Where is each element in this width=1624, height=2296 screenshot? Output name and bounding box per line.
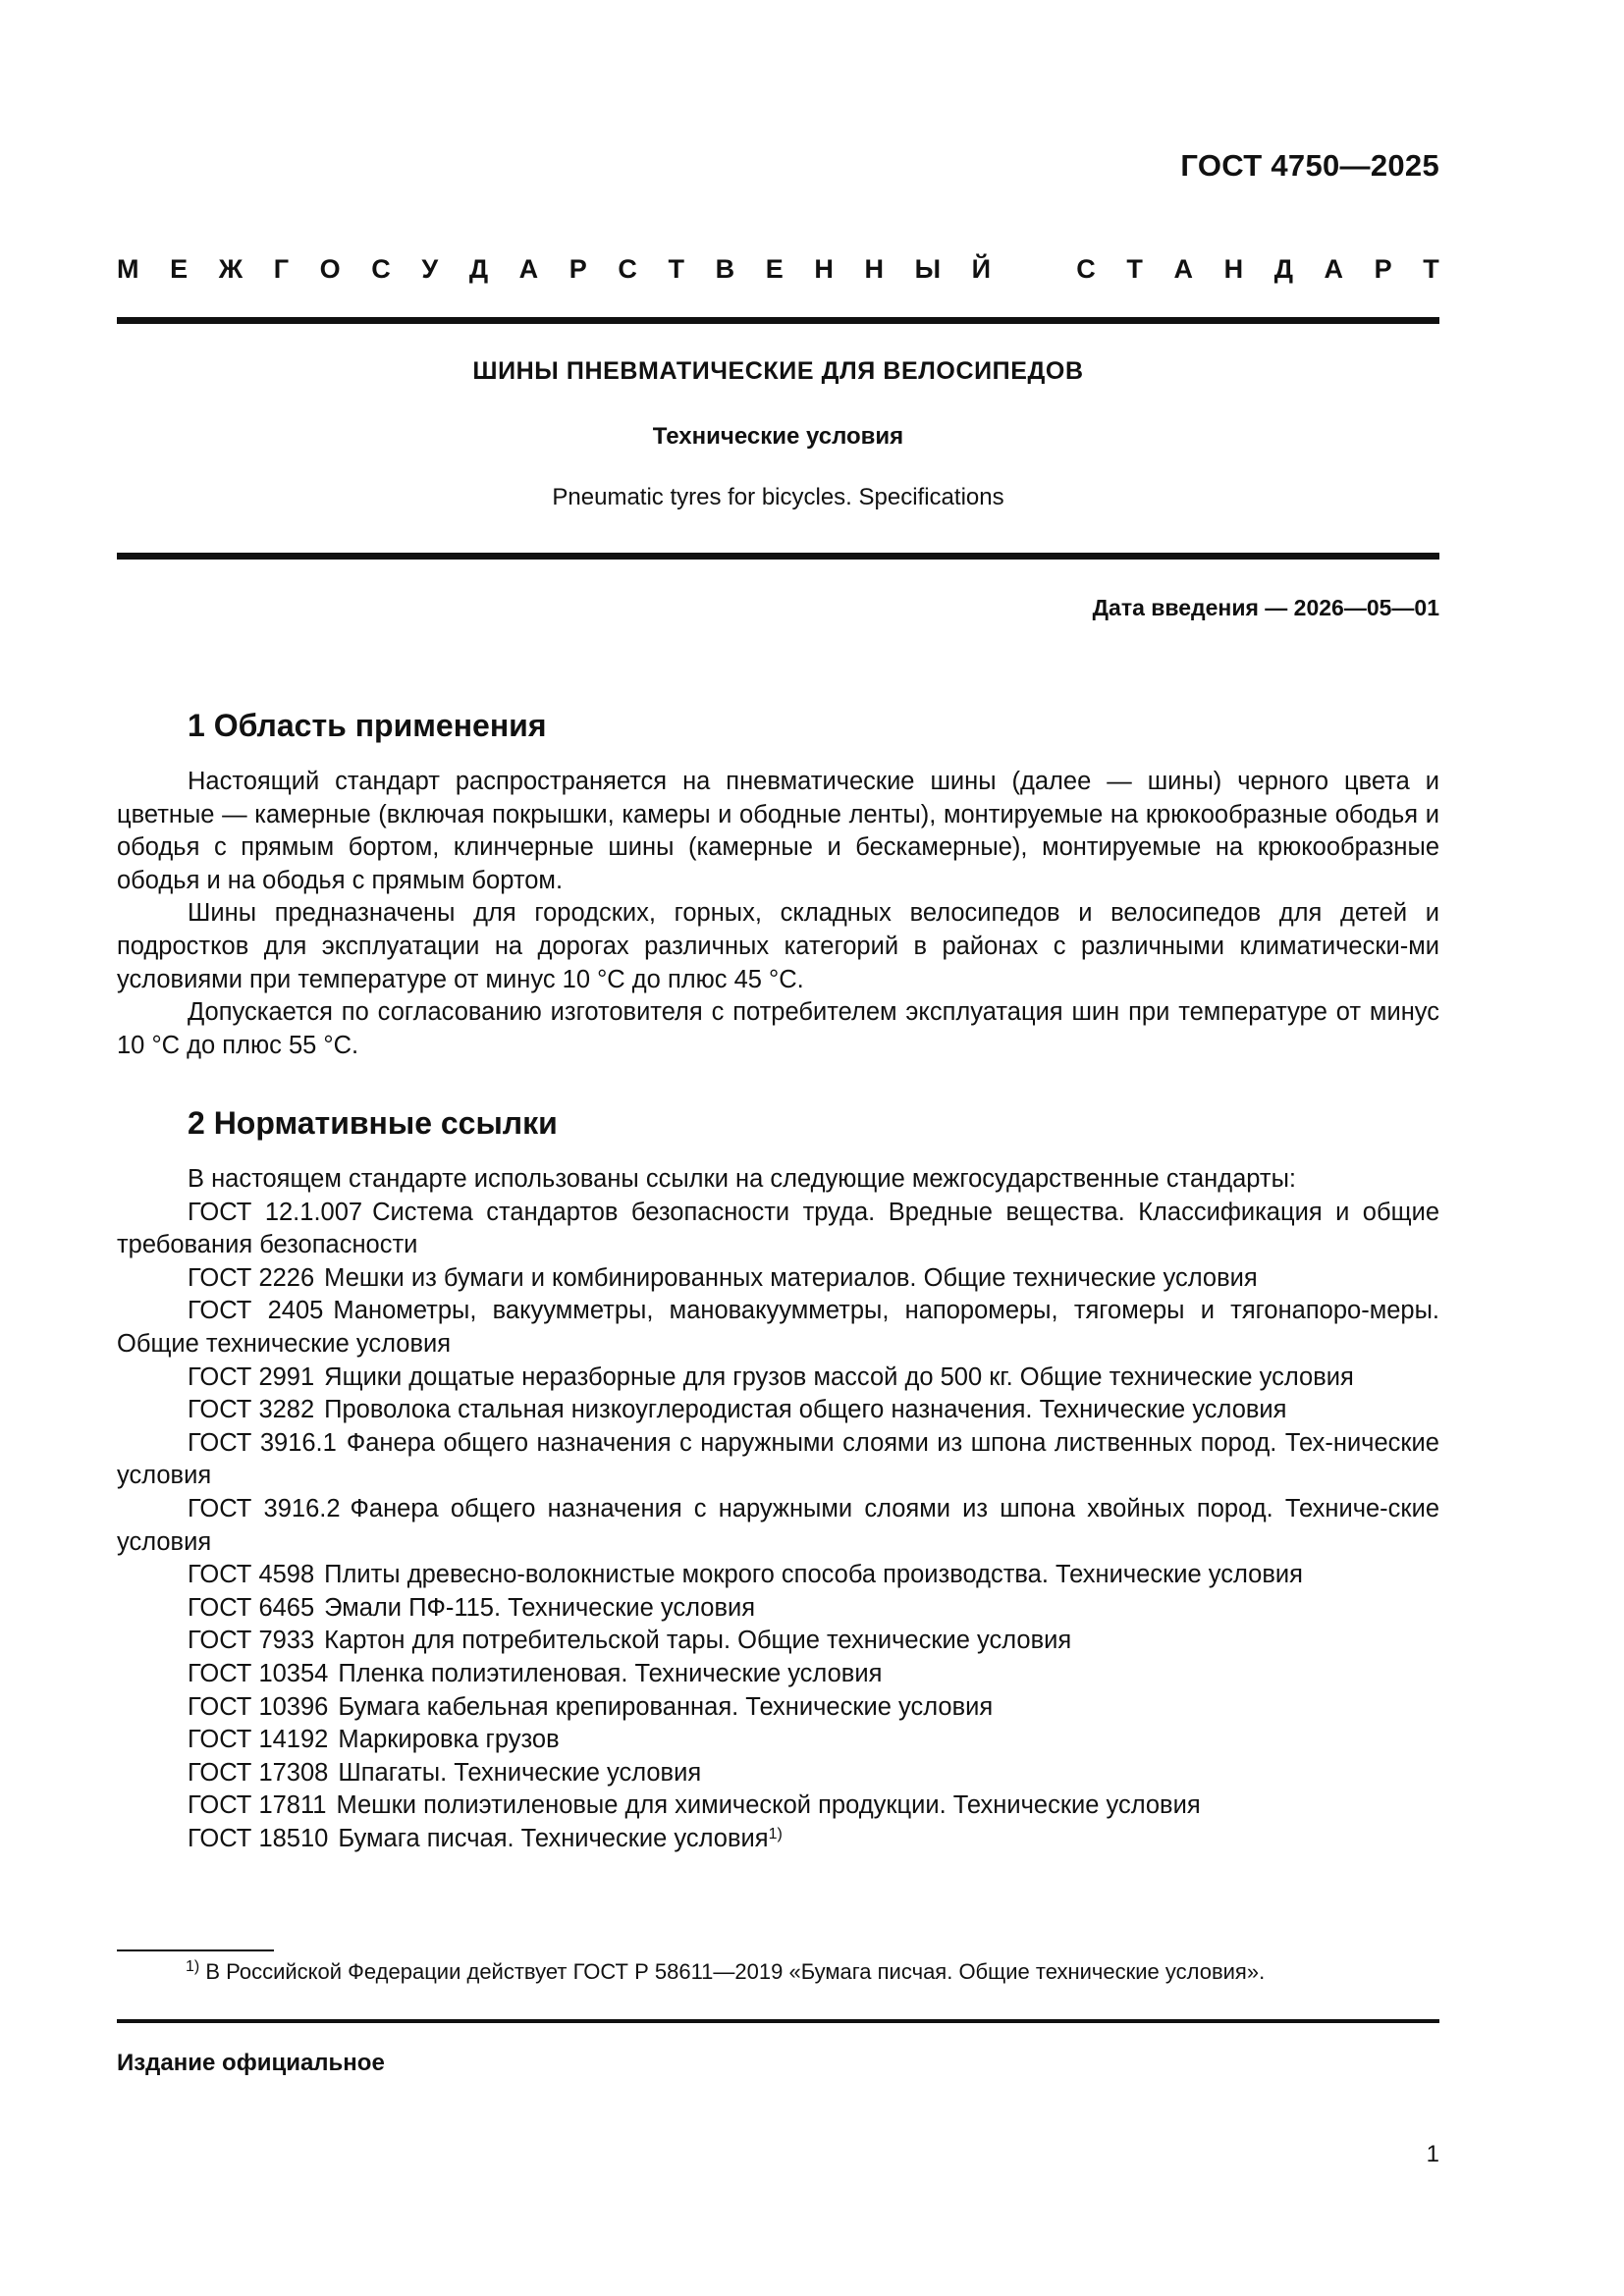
reference-title: Пленка полиэтиленовая. Технические условия <box>338 1659 883 1687</box>
reference-title: Фанера общего назначения с наружными слоями из шпона лиственных пород. Тех-нические условия <box>117 1428 1439 1490</box>
heading-letter: Т <box>1423 254 1439 284</box>
reference-item <box>117 1197 1439 1262</box>
reference-title: Маркировка грузов <box>338 1726 560 1754</box>
title-rule <box>117 553 1439 560</box>
heading-letter: Ы <box>914 254 942 284</box>
reference-code: ГОСТ 10354 <box>188 1659 329 1687</box>
reference-item <box>117 1691 1439 1725</box>
heading-letter: Д <box>1273 254 1293 284</box>
reference-title: Бумага кабельная крепированная. Технические условия <box>338 1692 994 1721</box>
reference-title: Бумага писчая. Технические условия <box>338 1824 769 1852</box>
reference-item <box>117 1592 1439 1626</box>
heading-letter: Р <box>568 254 587 284</box>
reference-item <box>117 1295 1439 1361</box>
header-rule <box>117 317 1439 324</box>
heading-letter: А <box>1324 254 1344 284</box>
heading-letter: Е <box>765 254 784 284</box>
page-number: 1 <box>1426 2141 1439 2167</box>
footnote <box>117 1957 1439 1987</box>
heading-letter: Д <box>468 254 489 284</box>
reference-title: Эмали ПФ-115. Технические условия <box>324 1593 756 1622</box>
heading-letter: М <box>117 254 139 284</box>
reference-code: ГОСТ 7933 <box>188 1627 315 1655</box>
section-2-intro: В настоящем стандарте использованы ссылки на следующие межгосударственные стандарты: <box>188 1165 1296 1193</box>
reference-item <box>117 1658 1439 1691</box>
reference-item <box>117 1559 1439 1592</box>
reference-item <box>117 1493 1439 1559</box>
reference-code: ГОСТ 2226 <box>188 1263 315 1292</box>
reference-item <box>117 1757 1439 1790</box>
interstate-standard-heading <box>117 252 1439 286</box>
reference-code: ГОСТ 17811 <box>188 1791 327 1820</box>
section-2-body <box>117 1163 1439 1855</box>
heading-letter: Ж <box>218 254 244 284</box>
section-1-heading: 1 Область применения <box>188 708 547 743</box>
reference-title: Ящики дощатые неразборные для грузов массой до 500 кг. Общие технические условия <box>324 1362 1354 1391</box>
section-1-body <box>117 766 1439 1062</box>
heading-letter: А <box>518 254 539 284</box>
section-1-paragraph: Настоящий стандарт распространяется на пневматические шины (далее — шины) черного цвета и цветные — камерные (включая покрышки, камеры и ободные ленты), монтируемые на крюкообразные ободья и ободья с прямым бортом, клинчерные шины (камерные и бескамерные), монтируемые на крюкообразные ободья и на ободья с прямым бортом. <box>117 768 1439 894</box>
heading-letter: Р <box>1374 254 1392 284</box>
reference-code: ГОСТ 17308 <box>188 1758 329 1787</box>
edition-label: Издание официальное <box>117 2050 385 2076</box>
reference-title: Плиты древесно-волокнистые мокрого способа производства. Технические условия <box>324 1561 1303 1589</box>
heading-letter: С <box>371 254 391 284</box>
reference-title: Система стандартов безопасности труда. Вредные вещества. Классификация и общие требования безопасности <box>117 1198 1439 1259</box>
reference-code: ГОСТ 6465 <box>188 1593 315 1622</box>
reference-code: ГОСТ 3282 <box>188 1396 315 1424</box>
heading-letter: Н <box>864 254 884 284</box>
heading-letter: Й <box>971 254 992 284</box>
reference-code: ГОСТ 10396 <box>188 1692 329 1721</box>
reference-title: Манометры, вакуумметры, мановакуумметры, напоромеры, тягомеры и тягонапоро-меры. Общие технические условия <box>117 1297 1439 1358</box>
reference-item <box>117 1427 1439 1493</box>
heading-letter: Н <box>814 254 834 284</box>
document-title: ШИНЫ ПНЕВМАТИЧЕСКИЕ ДЛЯ ВЕЛОСИПЕДОВ <box>472 357 1084 385</box>
heading-letter: Т <box>668 254 685 284</box>
heading-letter: В <box>715 254 735 284</box>
footnote-separator <box>117 1949 274 1951</box>
heading-letter: С <box>1076 254 1096 284</box>
reference-item <box>117 1262 1439 1296</box>
reference-title: Мешки полиэтиленовые для химической продукции. Технические условия <box>336 1791 1201 1820</box>
footnote-text: В Российской Федерации действует ГОСТ Р 58611—2019 «Бумага писчая. Общие технические условия». <box>205 1959 1266 1984</box>
document-subtitle: Технические условия <box>652 423 904 450</box>
section-1-paragraph: Шины предназначены для городских, горных, складных велосипедов и велосипедов для детей и подростков для эксплуатации на дорогах различных категорий в районах с различными климатически-ми условиями при температуре от минус 10 °С до плюс 45 °С. <box>117 899 1439 993</box>
reference-item <box>117 1625 1439 1658</box>
introduction-date: Дата введения — 2026—05—01 <box>1092 595 1439 620</box>
heading-letter: У <box>421 254 439 284</box>
reference-item <box>117 1394 1439 1427</box>
reference-code: ГОСТ 2991 <box>188 1362 315 1391</box>
heading-letter: С <box>618 254 637 284</box>
reference-title: Фанера общего назначения с наружными слоями из шпона хвойных пород. Техниче-ские условия <box>117 1494 1439 1556</box>
reference-code: ГОСТ 4598 <box>188 1561 315 1589</box>
reference-item <box>117 1823 1439 1856</box>
reference-title: Картон для потребительской тары. Общие технические условия <box>324 1627 1072 1655</box>
section-2-heading: 2 Нормативные ссылки <box>188 1105 558 1141</box>
document-title-english: Pneumatic tyres for bicycles. Specifications <box>552 484 1004 510</box>
heading-letter: Г <box>273 254 290 284</box>
footnote-mark: 1) <box>186 1958 200 1975</box>
heading-word-gap <box>1022 252 1046 286</box>
section-1-paragraph: Допускается по согласованию изготовителя с потребителем эксплуатация шин при температуре от минус 10 °С до плюс 55 °С. <box>117 998 1439 1059</box>
reference-code: ГОСТ 3916.2 <box>188 1494 341 1522</box>
reference-code: ГОСТ 14192 <box>188 1726 329 1754</box>
heading-letter: Н <box>1223 254 1244 284</box>
reference-list <box>117 1197 1439 1856</box>
reference-code: ГОСТ 12.1.007 <box>188 1198 363 1226</box>
reference-title: Проволока стальная низкоуглеродистая общего назначения. Технические условия <box>324 1396 1287 1424</box>
reference-title: Шпагаты. Технические условия <box>338 1758 702 1787</box>
heading-letter: О <box>319 254 341 284</box>
heading-letter: Е <box>170 254 189 284</box>
footnote-reference-mark: 1) <box>768 1825 783 1842</box>
reference-title: Мешки из бумаги и комбинированных материалов. Общие технические условия <box>324 1263 1258 1292</box>
heading-letter: Т <box>1126 254 1143 284</box>
heading-letter: А <box>1173 254 1193 284</box>
reference-code: ГОСТ 18510 <box>188 1824 329 1852</box>
reference-code: ГОСТ 3916.1 <box>188 1428 337 1457</box>
footer-rule <box>117 2019 1439 2023</box>
reference-code: ГОСТ 2405 <box>188 1297 324 1325</box>
reference-item <box>117 1789 1439 1823</box>
standard-number: ГОСТ 4750—2025 <box>1180 148 1439 183</box>
reference-item <box>117 1362 1439 1395</box>
reference-item <box>117 1724 1439 1757</box>
